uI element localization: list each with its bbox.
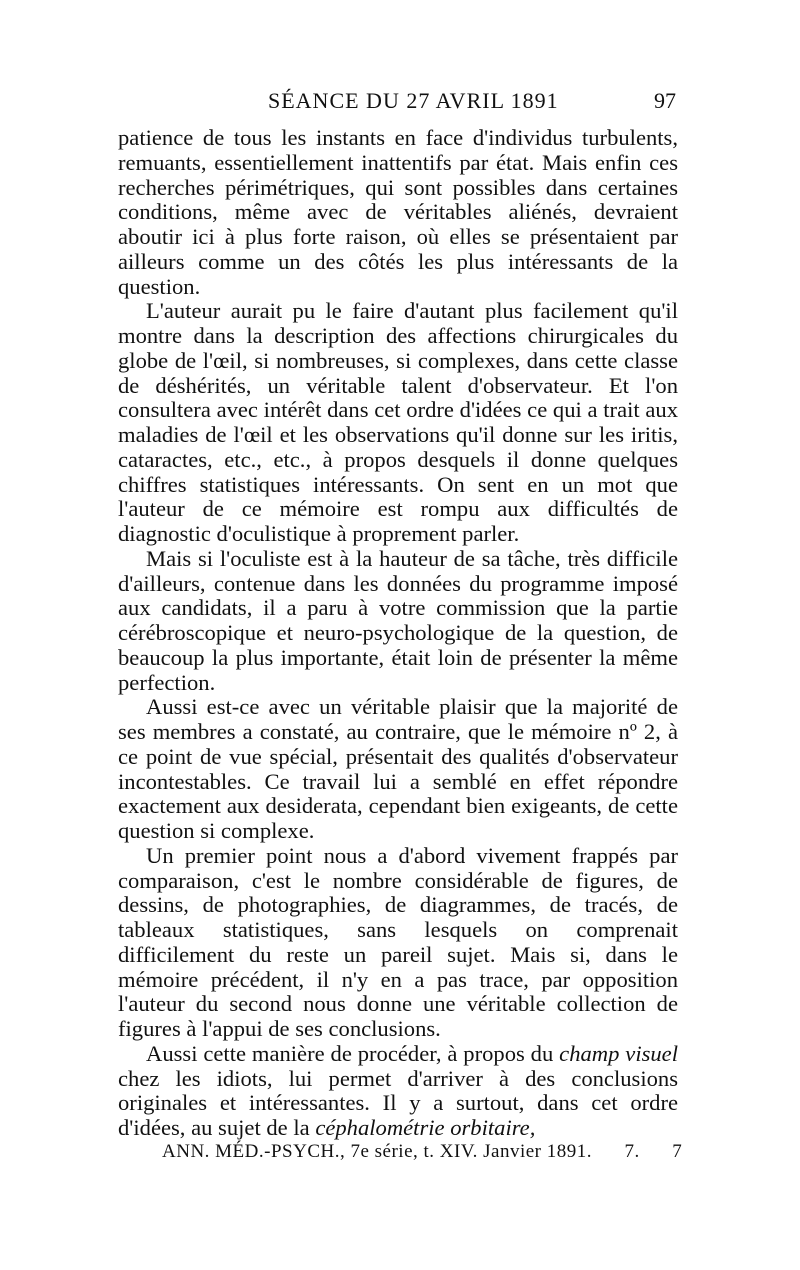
paragraph-3: Mais si l'oculiste est à la hauteur de sa tâche, très difficile d'ailleurs, contenue dans les données du programme imposé aux candidats, il a paru à votre commission que la partie cérébroscopique et neuro-psychologique de la question, de beaucoup la plus importante, était loin de présenter la même perfection. bbox=[118, 545, 678, 695]
footer-signature-1: 7. bbox=[624, 1141, 640, 1162]
body-text bbox=[118, 126, 678, 1141]
paragraph-2: L'auteur aurait pu le faire d'autant plus facilement qu'il montre dans la description des affections chirurgicales du globe de l'œil, si nombreuses, si complexes, dans cette classe de déshérités, un véritable talent d'observateur. Et l'on consultera avec intérêt dans cet ordre d'idées ce qui a trait aux maladies de l'œil et les observations qu'il donne sur les iritis, cataractes, etc., etc., à propos desquels il donne quelques chiffres statistiques intéressants. On sent en un mot que l'auteur de ce mémoire est rompu aux difficultés de diagnostic d'oculistique à proprement parler. bbox=[118, 298, 678, 546]
page-number: 97 bbox=[654, 88, 676, 113]
footer-signature-line bbox=[162, 1141, 682, 1163]
paragraph-6-text-b: chez les idiots, lui permet d'arriver à des conclusions originales et intéressantes. Il y a surtout, dans cet ordre d'idées, au sujet de la bbox=[118, 1065, 678, 1140]
paragraph-6-text-a: Aussi cette manière de procéder, à propos du bbox=[146, 1040, 560, 1066]
paragraph-4: Aussi est-ce avec un véritable plaisir que la majorité de ses membres a constaté, au contraire, que le mémoire nº 2, à ce point de vue spécial, présentait des qualités d'observateur incontestables. Ce travail lui a semblé en effet répondre exactement aux desiderata, cependant bien exigeants, de cette question si complexe. bbox=[118, 694, 678, 843]
italic-cephalometrie: céphalométrie orbitaire, bbox=[315, 1115, 536, 1140]
running-header bbox=[118, 88, 678, 126]
italic-champ-visuel: champ visuel bbox=[559, 1040, 678, 1066]
paragraph-1: patience de tous les instants en face d'individus turbulents, remuants, essentiellement inattentifs par état. Mais enfin ces recherches périmétriques, qui sont possibles dans certaines conditions, même avec de véritables aliénés, devraient aboutir ici à plus forte raison, où elles se présentaient par ailleurs comme un des côtés les plus intéressants de la question. bbox=[118, 125, 678, 299]
footer-journal: ANN. MÉD.-PSYCH., bbox=[162, 1141, 346, 1162]
page bbox=[118, 88, 678, 1141]
paragraph-6 bbox=[118, 1042, 678, 1141]
running-title: SÉANCE DU 27 AVRIL 1891 bbox=[268, 88, 559, 113]
paragraph-5: Un premier point nous a d'abord vivement frappés par comparaison, c'est le nombre considérable de figures, de dessins, de photographies, de diagrammes, de tracés, de tableaux statistiques, sans lesquels on comprenait difficilement du reste un pareil sujet. Mais si, dans le mémoire précédent, il n'y en a pas trace, par opposition l'auteur du second nous donne une véritable collection de figures à l'appui de ses conclusions. bbox=[118, 842, 678, 1041]
footer-signature-2: 7 bbox=[672, 1141, 683, 1162]
footer-details: 7e série, t. XIV. Janvier 1891. bbox=[350, 1141, 592, 1162]
